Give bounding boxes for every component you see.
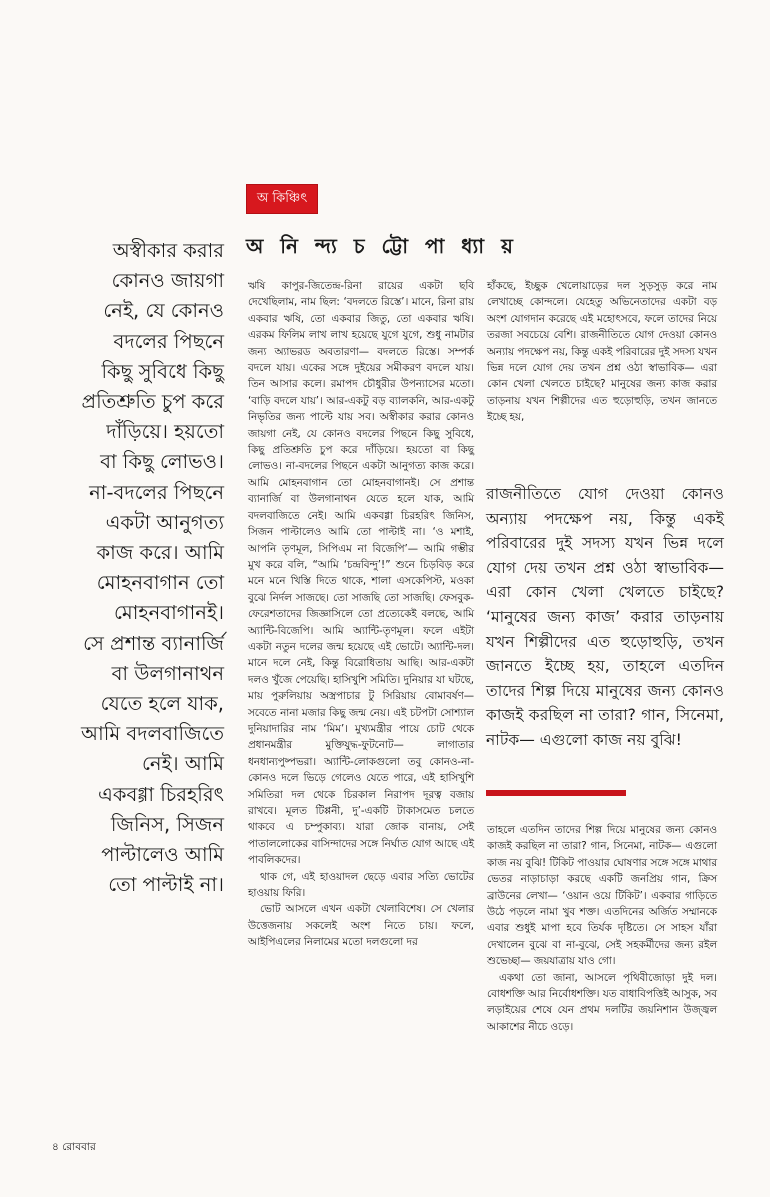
article-column-middle	[248, 278, 474, 951]
pull-quote-line: কোনও জায়গা	[111, 269, 224, 293]
pull-quote-line: আমি বদলবাজিতে	[81, 722, 224, 746]
pull-quote-line: বদলের পিছনে	[113, 329, 224, 353]
pull-quote-line: মোহনবাগান তো	[96, 571, 224, 595]
pull-quote-line: দাঁড়িয়ে। হয়তো	[106, 420, 224, 444]
pull-quote-text: রাজনীতিতে যোগ দেওয়া কোনও অন্যায় পদক্ষেপ নয়, কিন্তু একই পরিবারের দুই সদস্য যখন ভিন্ন দলে যোগ দেয় তখন প্রশ্ন ওঠা স্বাভাবিক— এরা কোন খেলা খেলতে চাইছে? ‘মানুষের জন্য কাজ’ করার তাড়নায় যখন শিল্পীদের এত হুড়োহুড়ি, তখন জানতে ইচ্ছে হয়, তাহলে এতদিন তাদের শিল্প দিয়ে মানুষের জন্য কোনও কাজই করছিল না তারা? গান, সিনেমা, নাটক— এগুলো কাজ নয় বুঝি!	[486, 485, 724, 749]
author-byline: অ নি ন্দ্য চ ট্টো পা ধ্যা য়	[246, 234, 518, 258]
pull-quote-line: নেই, যে কোনও	[103, 299, 224, 323]
pull-quote-line: নেই। আমি	[141, 752, 224, 776]
article-paragraph: হাঁকছে, ইচ্ছুক খেলোয়াড়ের দল সুড়সুড় করে নাম লেখাচ্ছে কোন্দলে। যেহেতু অভিনেতাদের একটা বড় অংশ যোগদান করেছে এই মহোৎসবে, ফলে তাদের নিয়ে তরজা সবচেয়ে বেশি। রাজনীতিতে যোগ দেওয়া কোনও অন্যায় পদক্ষেপ নয়, কিন্তু একই পরিবারের দুই সদস্য যখন ভিন্ন দলে যোগ দেয় তখন প্রশ্ন ওঠা স্বাভাবিক— এরা কোন খেলা খেলতে চাইছে? মানুষের জন্য কাজ করার তাড়নায় যখন শিল্পীদের এত হুড়োহুড়ি, তখন জানতে ইচ্ছে হয়,	[487, 280, 717, 424]
pull-quote-line: মোহনবাগানই।	[114, 601, 224, 625]
pull-quote-line: না-বদলের পিছনে	[89, 480, 224, 504]
pull-quote-line: একটা আনুগত্য	[105, 510, 224, 534]
article-paragraph: একথা তো জানা, আসলে পৃথিবীজোড়া দুই দল। বোধশক্তি আর নির্বোধশক্তি। যত বাধাবিপত্তিই আসুক, সব লড়াইয়ের শেষে যেন প্রথম দলটির জয়নিশান উজ্জ্বল আকাশের নীচে ওড়ে।	[487, 971, 717, 1033]
pull-quote-line: তো পাল্টাই না।	[108, 873, 224, 897]
pull-quote-line: বা উলগানাথন	[111, 661, 224, 685]
page-folio: ৪ রোববার	[52, 1141, 96, 1153]
pull-quote-line: সে প্রশান্ত ব্যানার্জি	[83, 631, 224, 655]
section-kicker: অ কিঞ্চিৎ	[246, 184, 318, 214]
red-divider-rule	[486, 790, 626, 796]
article-paragraph: ঋষি কাপুর-জিতেন্দ্র-রিনা রায়ের একটা ছবি দেখেছিলাম, নাম ছিল: ‘বদলতে রিস্তে’। মানে, রিনা রায় একবার ঋষি, তো একবার জিতু, তো একবার ঋষি। এরকম ফিলিম লাখ লাখ হয়েছে যুগে যুগে, শুধু নামটার জন্য অ্যাভরড অবতারণা— বদলতে রিস্তে। সম্পর্ক বদলে যায়। একের সঙ্গে দুইয়ের সমীকরণ বদলে যায়। তিন আসার কলে। রমাপদ চৌধুরীর উপন্যাসের মতো। ‘বাড়ি বদলে যায়’। আর-একটু বড় ব্যালকনি, আর-একটু নিভৃতির জন্য পাল্টে যায় সব। অস্বীকার করার কোনও জায়গা নেই, যে কোনও বদলের পিছনে কিছু সুবিধে, কিছু প্রতিশ্রুতি চুপ করে দাঁড়িয়ে। হয়তো বা কিছু লোভও। না-বদলের পিছনে একটা আনুগত্য কাজ করে। আমি মোহনবাগান তো মোহনবাগানই। সে প্রশান্ত ব্যানার্জি বা উলগানাথন যেতে হলে যাক, আমি বদলবাজিতে নেই। আমি একবগ্গা চিরহরিৎ জিনিস, সিজন পাল্টালেও আমি তো পাল্টাই না। ‘ও মশাই, আপনি তৃণমূল, সিপিএম না বিজেপি’— আমি গম্ভীর মুখ করে বলি, “আমি ‘চন্দ্রবিন্দু’!” শুনে চিড়বিড় করে মনে মনে খিস্তি দিতে থাকে, শালা এসকেপিস্ট, মওকা বুঝে নির্দল সাজছে। তো সাজছি তো সাজছি। ফেসবুক-ফেরেশতাদের জিজ্ঞাসিলে তো প্রত্যেকেই বলছে, আমি অ্যান্টি-বিজেপি। আমি অ্যান্টি-তৃণমূল। ফলে এইটা একটা নতুন দলের জন্ম হয়েছে এই ভোটে। অ্যান্টি-দল। মানে দলে নেই, কিন্তু বিরোধিতায় আছি। আর-একটা দলও খুঁজে পেয়েছি। হাসিখুশি সমিতি। দুনিয়ার যা ঘটছে, মায় পুরুলিয়ায় অস্ত্রপাচার টু সিরিয়ায় বোমাবর্ষণ— সবেতে নানা মজার কিছু জন্ম নেয়। এই চটপটা সোশ্যাল দুনিয়াদারির নাম ‘মিম’। মুখ্যমন্ত্রীর পায়ে চোট থেকে প্রধানমন্ত্রীর মুক্তিযুদ্ধ-ফুটনোট— লাগাতার ধনধান্যপুষ্পভরা। অ্যান্টি-লোকগুলো তবু কোনও-না-কোনও দলে ভিড়ে গেলেও যেতে পারে, এই হাসিখুশি সমিতিরা দল থেকে চিরকাল নিরাপদ দূরত্ব বজায় রাখবে। মূলত টিপ্পনী, দু’-একটি টাকাসমেত চলতে থাকবে এ চম্পুকাব্য। যারা জোক বানায়, সেই পাতাললোকের বাসিন্দাদের সঙ্গে নির্ঘাত যোগ আছে এই পাবলিকদের।	[248, 280, 474, 867]
pull-quote-left	[52, 236, 224, 900]
pull-quote-line: প্রতিশ্রুতি চুপ করে	[81, 390, 224, 414]
article-paragraph: থাক গে, এই হাওয়াদল ছেড়ে এবার সত্যি ভোটের হাওয়ায় ফিরি।	[248, 870, 474, 900]
pull-quote-line: পাল্টালেও আমি	[101, 843, 224, 867]
pull-quote-line: জিনিস, সিজন	[110, 812, 224, 836]
pull-quote-line: বা কিছু লোভও।	[100, 450, 224, 474]
article-column-right-top	[487, 278, 717, 426]
pull-quote-right	[486, 482, 724, 753]
article-paragraph: তাহলে এতদিন তাদের শিল্প দিয়ে মানুষের জন্য কোনও কাজই করছিল না তারা? গান, সিনেমা, নাটক— এগুলো কাজ নয় বুঝি! টিকিট পাওয়ার ঘোষণার সঙ্গে সঙ্গে মাথার ভেতর নাড়াচাড়া করছে একটি জনপ্রিয় গান, ক্রিস ব্রাউনের লেখা— ‘ওয়ান ওয়ে টিকিট’। একবার গাড়িতে উঠে পড়লে নামা খুব শক্ত। এতদিনের অর্জিত সম্মানকে এবার শুধুই মাপা হবে তির্যক দৃষ্টিতে। সে সাহস যাঁরা দেখালেন বুঝে বা না-বুঝে, সেই সহকর্মীদের জন্য রইল শুভেচ্ছা— জয়যাত্রায় যাও গো।	[487, 824, 717, 968]
pull-quote-line: একবগ্গা চিরহরিৎ	[98, 782, 224, 806]
pull-quote-line: অস্বীকার করার	[112, 239, 224, 262]
article-column-right-bottom	[487, 822, 717, 1035]
pull-quote-line: যেতে হলে যাক,	[100, 692, 224, 716]
pull-quote-line: কাজ করে। আমি	[96, 541, 224, 565]
pull-quote-line: কিছু সুবিধে কিছু	[101, 359, 224, 383]
article-paragraph: ভোট আসলে এখন একটা খেলাবিশেষ। সে খেলার উত্তেজনায় সকলেই অংশ নিতে চায়। ফলে, আইপিএলের নিলামের মতো দলগুলো দর	[248, 903, 474, 949]
